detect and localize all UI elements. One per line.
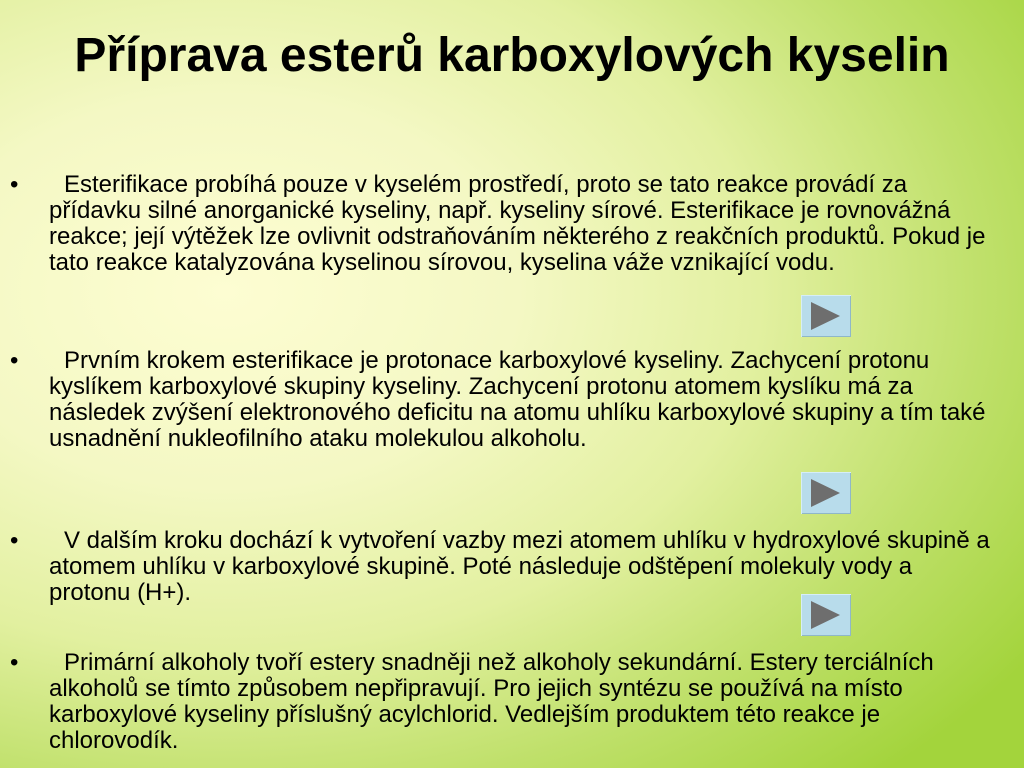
- bullet-marker: •: [10, 171, 19, 198]
- bullet-item: [0, 650, 1000, 754]
- bullet-text: Prvním krokem esterifikace je protonace karboxylové kyseliny. Zachycení protonu kyslíkem karboxylové skupiny kyseliny. Zachycení protonu atomem kyslíku má za následek zvýšení elektronového deficitu na atomu uhlíku karboxylové skupiny a tím také usnadnění nukleofilního ataku molekulou alkoholu.: [49, 347, 986, 452]
- play-button[interactable]: [801, 594, 851, 636]
- bullet-text: Primární alkoholy tvoří estery snadněji než alkoholy sekundární. Estery terciálních alkoholů se tímto způsobem nepřipravují. Pro jejich syntézu se používá na místo karboxylové kyseliny příslušný acylchlorid. Vedlejším produktem této reakce je chlorovodík.: [49, 649, 934, 754]
- bullet-marker: •: [10, 649, 19, 676]
- play-button[interactable]: [801, 295, 851, 337]
- bullet-marker: •: [10, 347, 19, 374]
- play-icon: [801, 295, 851, 337]
- bullet-marker: •: [10, 527, 19, 554]
- bullet-text: Esterifikace probíhá pouze v kyselém prostředí, proto se tato reakce provádí za přídavku silné anorganické kyseliny, např. kyseliny sírové. Esterifikace je rovnovážná reakce; její výtěžek lze ovlivnit odstraňováním některého z reakčních produktů. Pokud je tato reakce katalyzována kyselinou sírovou, kyselina váže vznikající vodu.: [49, 171, 986, 276]
- play-icon: [801, 594, 851, 636]
- play-button[interactable]: [801, 472, 851, 514]
- bullet-item: [0, 172, 1000, 276]
- bullet-item: [0, 348, 1000, 452]
- play-icon: [801, 472, 851, 514]
- slide-title: Příprava esterů karboxylových kyselin: [74, 29, 950, 82]
- bullet-text: V dalším kroku dochází k vytvoření vazby mezi atomem uhlíku v hydroxylové skupině a atomem uhlíku v karboxylové skupině. Poté následuje odštěpení molekuly vody a protonu (H+).: [49, 527, 990, 606]
